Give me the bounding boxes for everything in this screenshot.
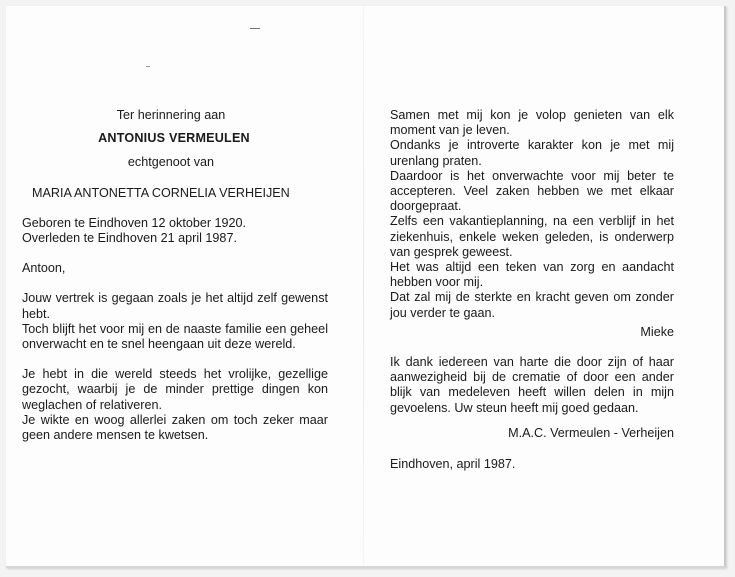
left-paragraph: Je wikte en woog allerlei zaken om toch zeker maar geen andere mensen te kwetsen.	[22, 412, 328, 443]
signature-full-name: M.A.C. Vermeulen - Verheijen	[508, 425, 674, 440]
spouse-name: MARIA ANTONETTA CORNELIA VERHEIJEN	[32, 185, 290, 200]
right-paragraph: Samen met mij kon je volop genieten van elk moment van je leven.	[390, 108, 674, 138]
left-paragraph: Je hebt in die wereld steeds het vrolijke, gezellige gezocht, waarbij je de minder prettige dingen kon weglachen of relativeren.	[22, 367, 328, 412]
intro-line: Ter herinnering aan	[116, 108, 226, 122]
card-fold-line	[363, 6, 364, 566]
signature-mieke: Mieke	[640, 324, 674, 339]
relation-line: echtgenoot van	[127, 155, 215, 170]
deceased-name: ANTONIUS VERMEULEN	[98, 131, 250, 146]
right-paragraph: Daardoor is het onverwachte voor mij beter te accepteren. Veel zaken hebben we met elkaar doorgepraat.	[390, 168, 674, 214]
print-speck	[250, 28, 260, 29]
left-page	[22, 108, 328, 443]
memorial-card	[6, 6, 726, 568]
right-paragraph: Zelfs een vakantieplanning, na een verblijf in het ziekenhuis, enkele weken geleden, is onderwerp van gesprek geweest.	[390, 214, 674, 259]
right-paragraph: Het was altijd een teken van zorg en aandacht hebben voor mij.	[390, 260, 674, 290]
birth-line: Geboren te Eindhoven 12 oktober 1920.	[22, 215, 247, 230]
print-speck	[146, 66, 150, 67]
left-paragraph: Jouw vertrek is gegaan zoals je het altijd zelf gewenst hebt.	[22, 291, 328, 321]
right-page	[390, 108, 674, 472]
left-paragraph: Toch blijft het voor mij en de naaste familie een geheel onverwacht en te snel heengaan uit deze wereld.	[22, 321, 328, 352]
salutation: Antoon,	[22, 261, 66, 276]
right-paragraph: Ondanks je introverte karakter kon je met mij urenlang praten.	[390, 138, 674, 168]
thanks-paragraph: Ik dank iedereen van harte die door zijn of haar aanwezigheid bij de crematie of door een ander blijk van medeleven heeft willen delen in mijn gevoelens. Uw steun heeft mij goed gedaan.	[390, 355, 674, 415]
right-paragraph: Dat zal mij de sterkte en kracht geven om zonder jou verder te gaan.	[390, 290, 674, 320]
death-line: Overleden te Eindhoven 21 april 1987.	[22, 231, 237, 246]
place-date: Eindhoven, april 1987.	[390, 457, 516, 472]
